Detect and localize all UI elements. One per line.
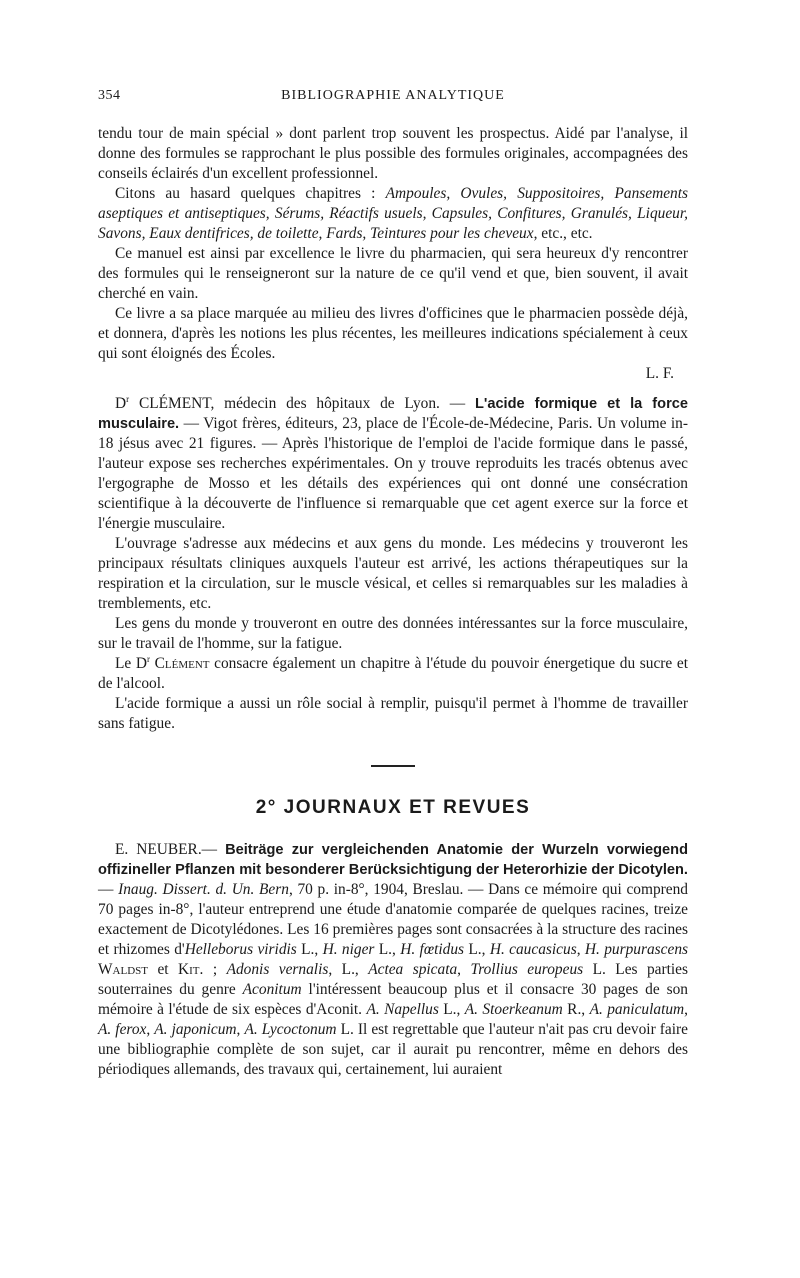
authority-name: Waldst xyxy=(98,961,148,978)
review1-p2-tail: , etc., etc. xyxy=(533,225,593,242)
text-run: l'intéressent beaucoup plus et il consacre 30 pages de son mémoire à l'étude de six espèces d'Aconit. xyxy=(98,981,688,1018)
review1-paragraph-3: Ce manuel est ainsi par excellence le livre du pharmacien, qui sera heureux d'y rencontrer des formules qui le renseigneront sur la nature de ce qu'il vend et que, bien souvent, il avait cherché en vain. xyxy=(98,245,688,302)
review2-paragraph-1 xyxy=(98,394,688,534)
review3-paragraph-1 xyxy=(98,840,688,1080)
text-run: L., xyxy=(296,941,323,958)
authority-name: Kit. xyxy=(178,961,204,978)
species-name: A. ferox xyxy=(98,1021,147,1038)
text-run: — xyxy=(98,881,119,898)
text-run: , xyxy=(457,961,471,978)
review1-paragraph-1: tendu tour de main spécial » dont parlent trop souvent les prospectus. Aidé par l'analyse, il donne des formules se rapprochant le plus possible des formules originales, accompagnées des conseils éclairés d'un excellent professionnel. xyxy=(98,125,688,182)
chapter-list: Ampoules, Ovules, Suppositoires, Pansements aseptiques et antiseptiques, Sérums, Réactifs usuels, Capsules, Confitures, Granulés, Liqueur, Savons, Eaux dentifrices, de toilette, Fards, Teintures pour les cheveux xyxy=(98,185,688,242)
text-run: et xyxy=(147,961,179,978)
species-name: Helleborus viridis xyxy=(184,941,297,958)
review2-p4-sup: r xyxy=(146,653,150,664)
species-name: A. Stoerkeanum xyxy=(464,1001,563,1018)
text-run: L., xyxy=(374,941,401,958)
review2-p4-lead: Le D xyxy=(115,655,147,672)
genus-name: Aconitum xyxy=(242,981,302,998)
species-name: Adonis vernalis xyxy=(226,961,329,978)
review1-signature: L. F. xyxy=(645,365,674,382)
section-divider xyxy=(371,765,415,767)
text-run: L., xyxy=(438,1001,465,1018)
text-run: , xyxy=(146,1021,155,1038)
text-run: , L., xyxy=(328,961,369,978)
review2-p4-rest: consacre également un chapitre à l'étude du pouvoir énergetique du sucre et de l'alcool. xyxy=(98,655,688,692)
text-run: L. Il est regrettable que l'auteur n'ait pas cru devoir faire une bibliographie complète de son sujet, car il aurait pu rencontrer, même en dehors des périodiques allemands, des travaux qui, certainement, lui auraient xyxy=(98,1021,688,1078)
review1-paragraph-2 xyxy=(98,184,688,244)
text-run: , xyxy=(236,1021,245,1038)
review2-p1-rest: — Vigot frères, éditeurs, 23, place de l'École-de-Médecine, Paris. Un volume in-18 jésus avec 21 figures. — Après l'historique de l'emploi de l'acide formique dans le passé, l'auteur expose ses recherches expérimentales. On y trouve reproduits les tracés obtenus avec l'ergographe de Mosso et les détails des expériences qui ont donné une consécration scientifique à la découverte de l'influence si remarquable que cet agent exerce sur la force et l'énergie musculaire. xyxy=(98,415,688,532)
text-run: L., xyxy=(464,941,490,958)
review3-source: Inaug. Dissert. d. Un. Bern xyxy=(118,881,289,898)
review2-author: CLÉMENT, médecin des hôpitaux de Lyon. — xyxy=(129,395,475,412)
text-run: L. Les parties souterraines du genre xyxy=(98,961,688,998)
species-name: A. japonicum xyxy=(154,1021,237,1038)
text-run: , 70 p. in-8°, 1904, Breslau. — Dans ce mémoire qui comprend 70 pages in-8°, l'auteur entreprend une étude d'anatomie comparée de quelques racines, treize exactement de Dicotylédones. Les 16 premières pages sont consacrées à la structure des racines et rhizomes d' xyxy=(98,881,688,958)
review2-paragraph-4 xyxy=(98,654,688,694)
species-name: H. purpurascens xyxy=(584,941,689,958)
species-name: H. caucasicus xyxy=(489,941,577,958)
running-title: BIBLIOGRAPHIE ANALYTIQUE xyxy=(281,88,505,103)
text-run: ; xyxy=(203,961,227,978)
review1-paragraph-4: Ce livre a sa place marquée au milieu des livres d'officines que le pharmacien possède déjà, et donnera, d'après les notions les plus récentes, les meilleures indications spécialement à ceux qui sont éloignés des Écoles. xyxy=(98,305,688,362)
species-name: A. paniculatum xyxy=(589,1001,685,1018)
text-run: , xyxy=(576,941,585,958)
species-name: A. Napellus xyxy=(366,1001,439,1018)
species-name: A. Lycoctonum xyxy=(244,1021,337,1038)
review2-book-title: L'acide formique et la force musculaire. xyxy=(98,396,688,432)
review2-author-prefix: D xyxy=(115,395,127,412)
section-heading: 2° JOURNAUX ET REVUES xyxy=(255,797,531,818)
species-name: H. niger xyxy=(322,941,375,958)
species-name: H. fœtidus xyxy=(400,941,465,958)
review2-p4-name: Clément xyxy=(149,655,210,672)
species-name: Actea spicata xyxy=(368,961,458,978)
text-run: R., xyxy=(562,1001,590,1018)
body-text xyxy=(98,124,688,1080)
species-name: Trollius europeus xyxy=(470,961,584,978)
review2-paragraph-2: L'ouvrage s'adresse aux médecins et aux gens du monde. Les médecins y trouveront les principaux résultats cliniques auxquels l'auteur est arrivé, les actions thérapeutiques sur la respiration et la circulation, sur le muscle vésical, et celles si remarquables sur les maladies à tremblements, etc. xyxy=(98,535,688,612)
text-run: , xyxy=(684,1001,689,1018)
page-number: 354 xyxy=(98,88,121,103)
review2-paragraph-5: L'acide formique a aussi un rôle social à remplir, puisqu'il permet à l'homme de travailler sans fatigue. xyxy=(98,695,688,732)
spacer xyxy=(98,384,688,394)
running-head xyxy=(98,88,688,110)
review3-title: Beiträge zur vergleichenden Anatomie der Wurzeln vorwiegend offizineller Pflanzen mit besonderer Berücksichtigung der Heterorhizie der Dicotylen. xyxy=(98,842,688,878)
review2-paragraph-3: Les gens du monde y trouveront en outre des données intéressantes sur la force musculaire, sur le travail de l'homme, sur la fatigue. xyxy=(98,615,688,652)
review1-p2-lead: Citons au hasard quelques chapitres : xyxy=(115,185,386,202)
review2-author-prefix-sup: r xyxy=(126,393,130,404)
review3-author: E. NEUBER.— xyxy=(115,841,226,858)
